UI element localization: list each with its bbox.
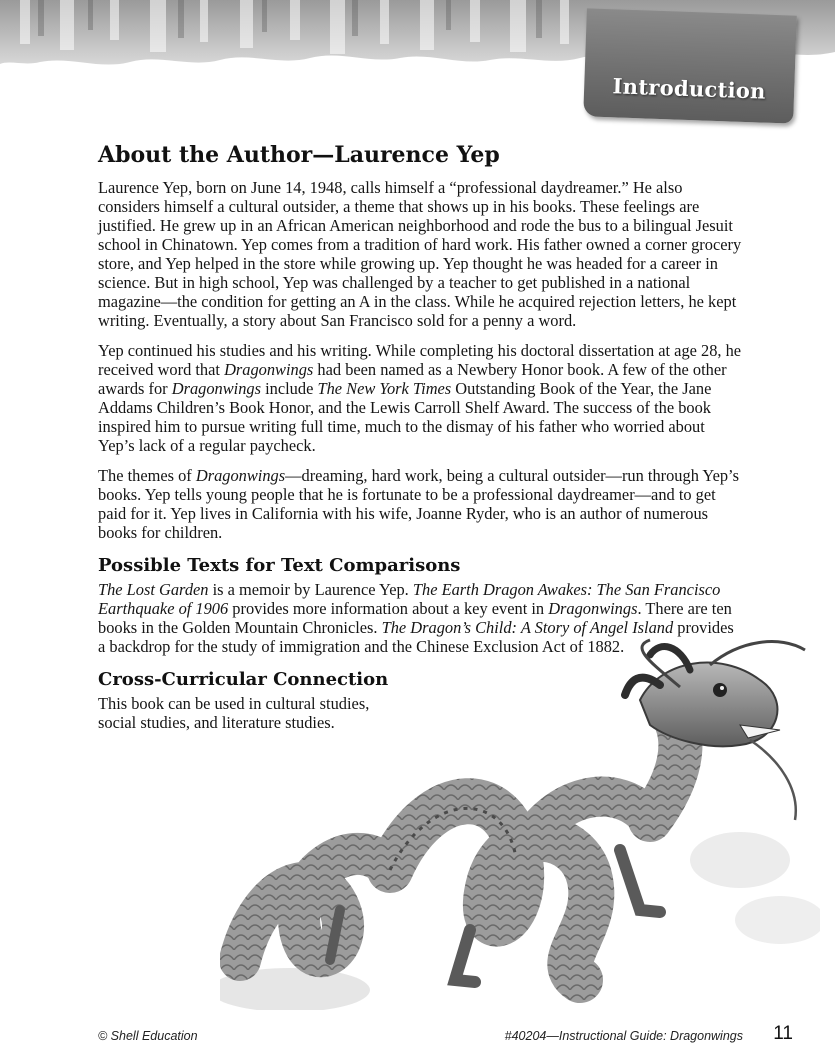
section-tab: [583, 8, 797, 123]
text-comparisons-heading: Possible Texts for Text Comparisons: [98, 555, 461, 576]
footer-publisher: © Shell Education: [98, 1029, 198, 1043]
page-number: 11: [773, 1023, 793, 1044]
text-comparisons-paragraph: The Lost Garden is a memoir by Laurence Yep. The Earth Dragon Awakes: The San Francisco Earthquake of 1906 provides more information about a key event in Dragonwings. There are ten books in the Golden Mountain Chronicles. The Dragon’s Child: A Story of Angel Island provides a backdrop for the study of immigration and the Chinese Exclusion Act of 1882.: [98, 580, 734, 656]
about-paragraph-1: Laurence Yep, born on June 14, 1948, calls himself a “professional daydreamer.” He also considers himself a cultural outsider, a theme that shows up in his books. These feelings are justified. He grew up in an African American neighborhood and rode the bus to a bilingual Jesuit school in Chinatown. Yep comes from a tradition of hard work. His father owned a corner grocery store, and Yep helped in the store while growing up. Yep thought he was headed for a career in science. But in high school, Yep was challenged by a teacher to get published in a national magazine—the condition for getting an A in the class. While he acquired rejection letters, he kept writing. Eventually, a story about San Francisco sold for a penny a word.: [98, 178, 742, 330]
about-paragraph-2: Yep continued his studies and his writing. While completing his doctoral dissertation at age 28, he received word that Dragonwings had been named as a Newbery Honor book. A few of the other awards for Dragonwings include The New York Times Outstanding Book of the Year, the Jane Addams Children’s Book Honor, and the Lewis Carroll Shelf Award. The success of the book inspired him to pursue writing full time, much to the dismay of his father who worried about Yep’s lack of a regular paycheck.: [98, 341, 742, 455]
cross-curricular-paragraph: This book can be used in cultural studies, social studies, and literature studies.: [98, 694, 370, 732]
section-tab-label: Introduction: [612, 73, 767, 104]
footer-guide-title: #40204—Instructional Guide: Dragonwings: [504, 1029, 743, 1043]
dragon-illustration: [220, 630, 820, 1010]
cross-curricular-heading: Cross-Curricular Connection: [98, 669, 389, 690]
about-paragraph-3: The themes of Dragonwings—dreaming, hard work, being a cultural outsider—run through Yep’s books. Yep tells young people that he is fortunate to be a professional daydreamer—and to get paid for it. Yep lives in California with his wife, Joanne Ryder, who is an author of numerous books for children.: [98, 466, 739, 542]
about-author-heading: About the Author—Laurence Yep: [98, 142, 500, 168]
